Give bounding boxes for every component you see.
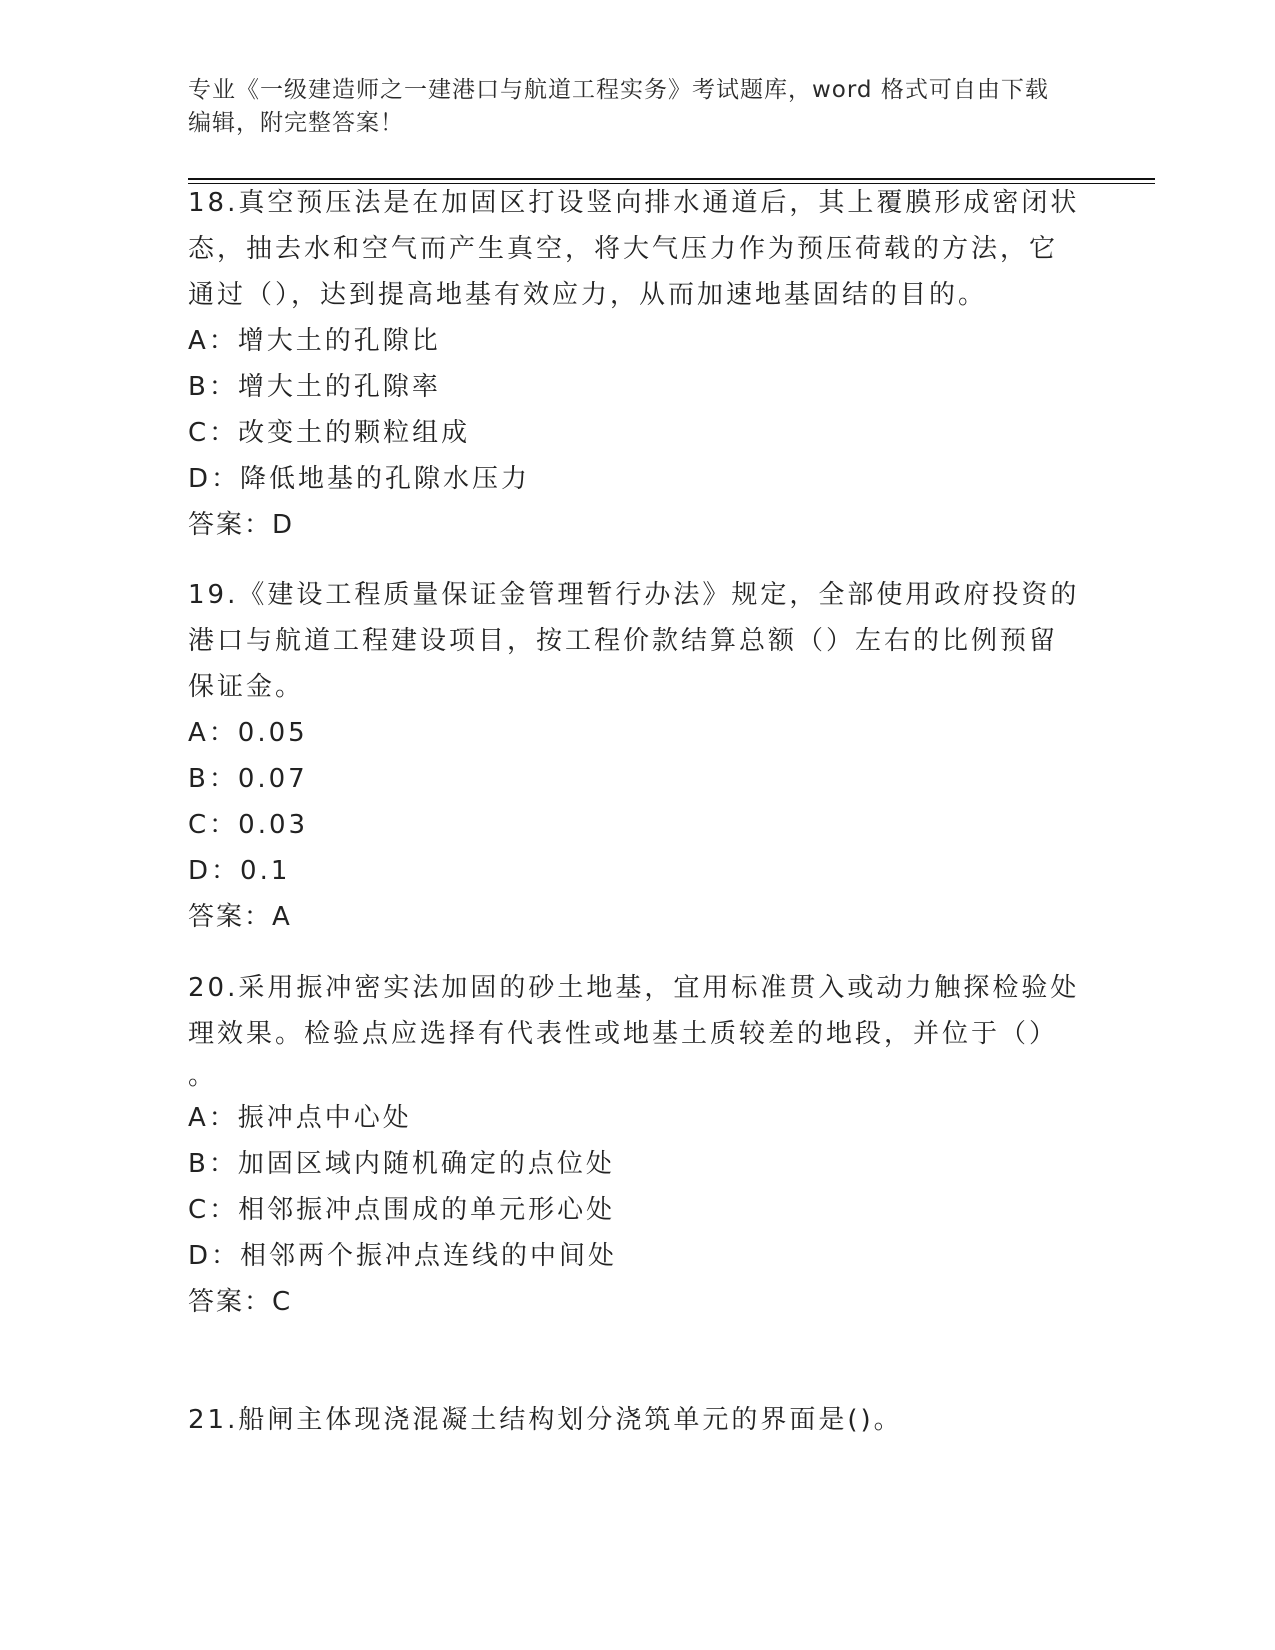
- option-b: B：加固区域内随机确定的点位处: [188, 1149, 615, 1179]
- answer-label: 答案：: [188, 510, 273, 540]
- answer-value: C: [272, 1287, 292, 1317]
- option-c: C：0.03: [188, 810, 309, 840]
- question-stem-line: 20.采用振冲密实法加固的砂土地基，宜用标准贯入或动力触探检验处: [188, 973, 1080, 1003]
- answer-line: [188, 894, 1088, 940]
- option-a: A：0.05: [188, 718, 308, 748]
- option-d: D：相邻两个振冲点连线的中间处: [188, 1241, 618, 1271]
- option-a: A：增大土的孔隙比: [188, 326, 441, 356]
- header-line-2: 编辑，附完整答案！: [188, 110, 404, 136]
- answer-label: 答案：: [188, 902, 273, 932]
- option-d: D：0.1: [188, 856, 291, 886]
- answer-value: D: [272, 510, 294, 540]
- question-stem-line: 港口与航道工程建设项目，按工程价款结算总额（）左右的比例预留: [188, 626, 1059, 656]
- question-stem-line: 保证金。: [188, 672, 305, 702]
- question-stem-line: 21.船闸主体现浇混凝土结构划分浇筑单元的界面是()。: [188, 1405, 903, 1435]
- option-a: A：振冲点中心处: [188, 1103, 412, 1133]
- option-d: D：降低地基的孔隙水压力: [188, 464, 531, 494]
- question-20: [188, 965, 1088, 1325]
- document-header: [188, 74, 1068, 140]
- question-stem-line: 理效果。检验点应选择有代表性或地基土质较差的地段，并位于（）: [188, 1019, 1059, 1049]
- question-stem-line: 态，抽去水和空气而产生真空，将大气压力作为预压荷载的方法，它: [188, 234, 1059, 264]
- question-stem-line: 19.《建设工程质量保证金管理暂行办法》规定，全部使用政府投资的: [188, 580, 1080, 610]
- question-stem-line: 18.真空预压法是在加固区打设竖向排水通道后，其上覆膜形成密闭状: [188, 188, 1080, 218]
- answer-line: [188, 502, 1088, 548]
- question-stem-line: 通过（），达到提高地基有效应力，从而加速地基固结的目的。: [188, 280, 988, 310]
- option-b: B：增大土的孔隙率: [188, 372, 441, 402]
- answer-value: A: [272, 902, 291, 932]
- header-line-1: 专业《一级建造师之一建港口与航道工程实务》考试题库，word 格式可自由下载: [188, 77, 1049, 103]
- option-b: B：0.07: [188, 764, 308, 794]
- answer-line: [188, 1279, 1088, 1325]
- answer-label: 答案：: [188, 1287, 273, 1317]
- question-stem-line: 。: [188, 1061, 218, 1091]
- option-c: C：相邻振冲点围成的单元形心处: [188, 1195, 616, 1225]
- question-18: [188, 180, 1088, 548]
- question-21: [188, 1397, 1088, 1443]
- question-19: [188, 572, 1088, 940]
- option-c: C：改变土的颗粒组成: [188, 418, 471, 448]
